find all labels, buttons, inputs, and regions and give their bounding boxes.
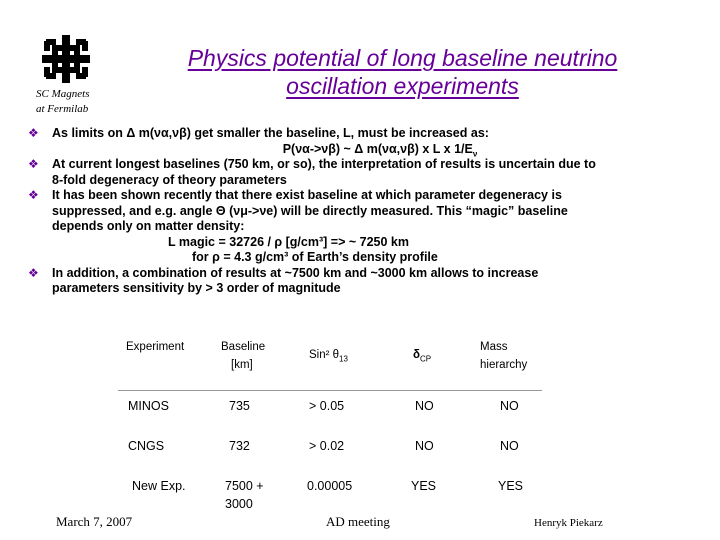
title-line2: oscillation experiments <box>286 73 519 99</box>
header-experiment: Experiment <box>118 338 215 391</box>
cell-delta-cp: YES <box>411 478 437 493</box>
diamond-bullet-icon: ❖ <box>28 126 39 140</box>
cell-mass-hierarchy: NO <box>500 399 519 413</box>
cell-baseline: 735 <box>229 399 250 413</box>
bullet-formula <box>52 142 678 158</box>
bullet-text: It has been shown recently that there exist baseline at which parameter degeneracy is <box>52 188 562 202</box>
header-delta-base: δ <box>413 349 420 361</box>
logo-caption-line2: at Fermilab <box>36 103 89 115</box>
footer-date: March 7, 2007 <box>56 514 133 529</box>
header-sin-base: Sin² θ <box>309 349 340 361</box>
experiments-table <box>118 338 542 519</box>
cell-delta-cp: NO <box>415 399 434 413</box>
fermilab-logo <box>40 35 92 83</box>
bullet-formula: L magic = 32726 / ρ [g/cm³] => ~ 7250 km <box>168 234 409 249</box>
formula-subscript: ν <box>472 149 478 158</box>
header-sin2theta13 <box>305 338 407 391</box>
table-header-row <box>118 338 542 391</box>
page-title <box>140 44 665 100</box>
cell-mass-hierarchy: NO <box>500 438 519 453</box>
formula-text: P(να->νβ) ~ Δ m(να,νβ) x L x 1/E <box>282 141 473 156</box>
header-delta-sub: CP <box>419 354 432 364</box>
bullet-item <box>28 157 678 188</box>
cell-sin2theta13: 0.00005 <box>307 478 353 493</box>
header-baseline <box>215 338 305 391</box>
footer-meeting: AD meeting <box>326 514 390 529</box>
bullet-formula: for ρ = 4.3 g/cm³ of Earth’s density profile <box>192 250 438 264</box>
bullet-text: depends only on matter density: <box>52 219 245 233</box>
bullet-text: suppressed, and e.g. angle Θ (νμ->νe) will be directly measured. This “magic” baseline <box>52 203 568 218</box>
header-baseline-line2: [km] <box>231 359 253 371</box>
cell-experiment: New Exp. <box>132 478 186 493</box>
cell-baseline: 732 <box>229 438 250 453</box>
cell-sin2theta13: > 0.02 <box>309 438 345 453</box>
table-row <box>118 471 542 519</box>
logo-caption-line1: SC Magnets <box>36 88 90 100</box>
header-delta-cp <box>407 338 480 391</box>
bullet-text: 8-fold degeneracy of theory parameters <box>52 172 287 187</box>
diamond-bullet-icon: ❖ <box>28 188 39 202</box>
bullet-text: As limits on Δ m(να,νβ) get smaller the baseline, L, must be increased as: <box>52 126 489 140</box>
logo-caption <box>36 87 116 117</box>
bullet-item <box>28 126 678 157</box>
bullet-item <box>28 266 678 297</box>
header-mass-line2: hierarchy <box>480 359 528 371</box>
bullet-text: At current longest baselines (750 km, or so), the interpretation of results is uncertain due to <box>52 157 596 171</box>
cell-sin2theta13: > 0.05 <box>309 399 345 413</box>
header-baseline-line1: Baseline <box>221 341 266 353</box>
footer-author: Henryk Piekarz <box>534 517 603 529</box>
cell-mass-hierarchy: YES <box>498 478 524 493</box>
title-line1: Physics potential of long baseline neutrino <box>187 45 618 71</box>
bullet-text: parameters sensitivity by > 3 order of magnitude <box>52 281 341 295</box>
table-row <box>118 391 542 431</box>
bullet-list <box>28 126 678 297</box>
header-mass-hierarchy <box>480 338 542 391</box>
header-mass-line1: Mass <box>480 341 508 353</box>
header-sin-sub: 13 <box>339 354 348 364</box>
cell-baseline <box>215 471 305 519</box>
diamond-bullet-icon: ❖ <box>28 265 39 280</box>
cell-delta-cp: NO <box>415 438 434 453</box>
table-row <box>118 431 542 471</box>
cell-experiment: MINOS <box>128 399 169 413</box>
bullet-text: In addition, a combination of results at ~7500 km and ~3000 km allows to increase <box>52 265 539 280</box>
cell-experiment: CNGS <box>128 438 165 453</box>
cell-baseline-line1: 7500 + <box>225 478 264 493</box>
bullet-item <box>28 188 678 266</box>
diamond-bullet-icon: ❖ <box>28 157 39 171</box>
cell-baseline-line2: 3000 <box>225 496 253 511</box>
